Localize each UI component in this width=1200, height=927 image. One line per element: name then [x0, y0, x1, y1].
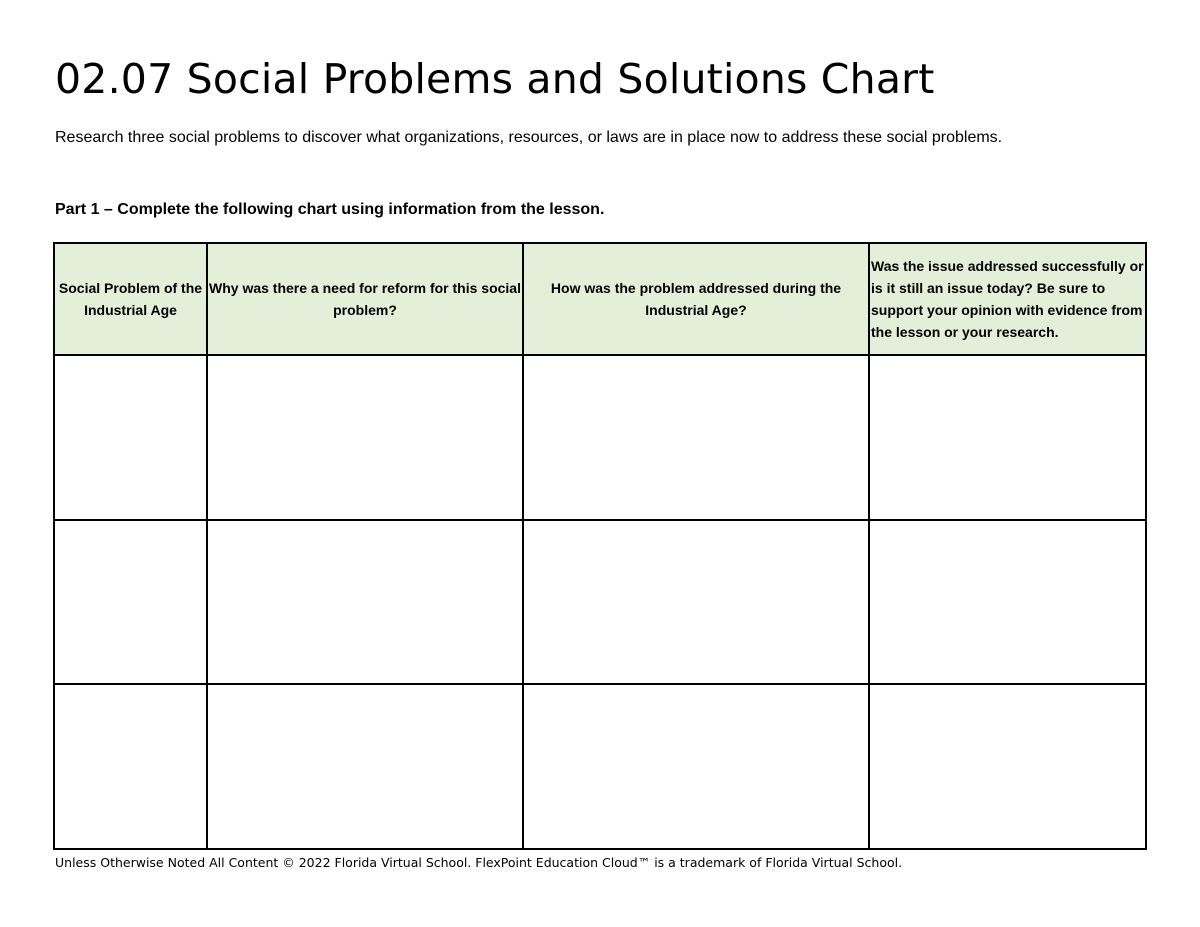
- social-problems-chart: [53, 242, 1147, 850]
- table-cell[interactable]: [869, 355, 1146, 520]
- table-cell[interactable]: [869, 684, 1146, 849]
- table-cell[interactable]: [523, 684, 869, 849]
- table-cell[interactable]: [207, 520, 523, 685]
- table-cell[interactable]: [54, 684, 207, 849]
- column-header-how-addressed: How was the problem addressed during the Industrial Age?: [523, 243, 869, 355]
- table-cell[interactable]: [869, 520, 1146, 685]
- table-row: [54, 355, 1146, 520]
- table-cell[interactable]: [523, 520, 869, 685]
- copyright-footer: Unless Otherwise Noted All Content © 2022 Florida Virtual School. FlexPoint Education Cloud™ is a trademark of Florida Virtual School.: [55, 855, 903, 870]
- instructions-text: Research three social problems to discover what organizations, resources, or laws are in place now to address these social problems.: [55, 129, 1003, 146]
- table-cell[interactable]: [54, 520, 207, 685]
- part-1-heading: Part 1 – Complete the following chart using information from the lesson.: [55, 201, 605, 218]
- table-row: [54, 520, 1146, 685]
- column-header-need-for-reform: Why was there a need for reform for this social problem?: [207, 243, 523, 355]
- table-cell[interactable]: [54, 355, 207, 520]
- table-cell[interactable]: [207, 355, 523, 520]
- page-title: 02.07 Social Problems and Solutions Chart: [55, 55, 935, 103]
- column-header-still-an-issue: Was the issue addressed successfully or is it still an issue today? Be sure to support your opinion with evidence from the lesson or your research.: [869, 243, 1146, 355]
- chart-header-row: [54, 243, 1146, 355]
- table-cell[interactable]: [207, 684, 523, 849]
- column-header-social-problem: Social Problem of the Industrial Age: [54, 243, 207, 355]
- table-cell[interactable]: [523, 355, 869, 520]
- table-row: [54, 684, 1146, 849]
